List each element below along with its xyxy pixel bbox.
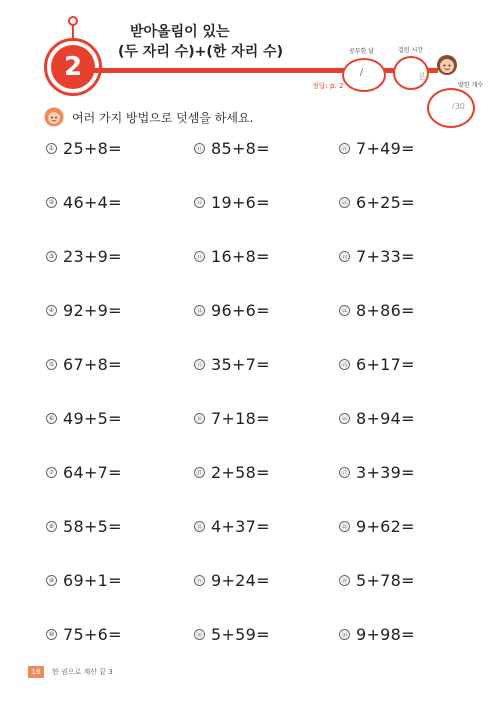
problem-number: ㉒ bbox=[339, 197, 350, 208]
problem-expression: 7+18= bbox=[211, 408, 270, 428]
title-line-2: (두 자리 수)+(한 자리 수) bbox=[118, 44, 284, 60]
problem-number: ⑤ bbox=[46, 359, 57, 370]
problem-item bbox=[194, 515, 270, 537]
problem-number: ⑧ bbox=[46, 521, 57, 532]
problem-number: ⑨ bbox=[46, 575, 57, 586]
problem-item bbox=[339, 623, 415, 645]
problem-number: ⑬ bbox=[194, 251, 205, 262]
problem-number: ⑩ bbox=[46, 629, 57, 640]
problem-expression: 23+9= bbox=[63, 246, 122, 266]
problem-number: ㉔ bbox=[339, 305, 350, 316]
problem-expression: 35+7= bbox=[211, 354, 270, 374]
problem-item bbox=[46, 569, 122, 591]
problem-number: ③ bbox=[46, 251, 57, 262]
problem-expression: 96+6= bbox=[211, 300, 270, 320]
problem-expression: 7+49= bbox=[356, 138, 415, 158]
problem-expression: 9+62= bbox=[356, 516, 415, 536]
problem-expression: 5+59= bbox=[211, 624, 270, 644]
problem-item bbox=[339, 245, 415, 267]
problem-number: ⑥ bbox=[46, 413, 57, 424]
problem-item bbox=[194, 623, 270, 645]
problem-expression: 2+58= bbox=[211, 462, 270, 482]
page-number: 16 bbox=[28, 666, 44, 678]
date-value: / bbox=[360, 68, 364, 78]
problem-item bbox=[46, 245, 122, 267]
problem-item bbox=[194, 299, 270, 321]
character-icon bbox=[44, 107, 64, 127]
problem-expression: 25+8= bbox=[63, 138, 122, 158]
problem-number: ㉑ bbox=[339, 143, 350, 154]
problem-expression: 3+39= bbox=[356, 462, 415, 482]
problem-expression: 8+94= bbox=[356, 408, 415, 428]
problem-expression: 8+86= bbox=[356, 300, 415, 320]
problem-expression: 69+1= bbox=[63, 570, 122, 590]
problem-number: ⑱ bbox=[194, 521, 205, 532]
problem-item bbox=[194, 461, 270, 483]
problem-expression: 6+17= bbox=[356, 354, 415, 374]
problem-item bbox=[46, 299, 122, 321]
problem-item bbox=[194, 353, 270, 375]
problem-number: ㉚ bbox=[339, 629, 350, 640]
problem-number: ⑯ bbox=[194, 413, 205, 424]
problem-item bbox=[46, 353, 122, 375]
problem-number: ⑫ bbox=[194, 197, 205, 208]
problem-expression: 46+4= bbox=[63, 192, 122, 212]
lesson-badge bbox=[44, 38, 102, 96]
problem-expression: 9+98= bbox=[356, 624, 415, 644]
character-icon bbox=[436, 54, 458, 76]
problem-expression: 9+24= bbox=[211, 570, 270, 590]
time-value: 분 bbox=[418, 72, 426, 81]
problem-number: ㉕ bbox=[339, 359, 350, 370]
problem-expression: 92+9= bbox=[63, 300, 122, 320]
instruction-text: 여러 가지 방법으로 덧셈을 하세요. bbox=[72, 111, 254, 125]
problem-number: ㉙ bbox=[339, 575, 350, 586]
book-title: 한 권으로 계산 끝 3 bbox=[52, 668, 113, 676]
problem-item bbox=[339, 407, 415, 429]
problem-number: ㉗ bbox=[339, 467, 350, 478]
problem-expression: 5+78= bbox=[356, 570, 415, 590]
title-line-1: 받아올림이 있는 bbox=[130, 24, 230, 40]
problem-number: ⑭ bbox=[194, 305, 205, 316]
problem-number: ⑳ bbox=[194, 629, 205, 640]
date-label: 공부한 날 bbox=[349, 48, 375, 55]
answer-reference: 정답: p. 2 bbox=[312, 82, 344, 90]
problem-number: ② bbox=[46, 197, 57, 208]
problem-item bbox=[339, 299, 415, 321]
score-field[interactable] bbox=[427, 88, 475, 128]
problem-expression: 19+6= bbox=[211, 192, 270, 212]
time-label: 걸린 시간 bbox=[398, 47, 424, 54]
problem-item bbox=[46, 137, 122, 159]
problem-item bbox=[194, 407, 270, 429]
problem-item bbox=[339, 191, 415, 213]
score-label: 맞힌 개수 bbox=[458, 82, 484, 89]
problem-number: ⑪ bbox=[194, 143, 205, 154]
problem-expression: 75+6= bbox=[63, 624, 122, 644]
date-field[interactable] bbox=[342, 58, 386, 92]
problem-item bbox=[194, 245, 270, 267]
problem-number: ⑦ bbox=[46, 467, 57, 478]
problem-number: ⑰ bbox=[194, 467, 205, 478]
problem-number: ㉘ bbox=[339, 521, 350, 532]
problem-item bbox=[194, 137, 270, 159]
problem-item bbox=[339, 569, 415, 591]
problem-item bbox=[194, 191, 270, 213]
problem-expression: 64+7= bbox=[63, 462, 122, 482]
lesson-number: 2 bbox=[51, 45, 95, 89]
problem-expression: 58+5= bbox=[63, 516, 122, 536]
problem-item bbox=[339, 137, 415, 159]
problem-number: ㉖ bbox=[339, 413, 350, 424]
problem-expression: 85+8= bbox=[211, 138, 270, 158]
score-value: /30 bbox=[452, 102, 465, 111]
problem-item bbox=[194, 569, 270, 591]
problem-item bbox=[46, 407, 122, 429]
problem-expression: 49+5= bbox=[63, 408, 122, 428]
badge-stem bbox=[72, 24, 74, 38]
problem-expression: 16+8= bbox=[211, 246, 270, 266]
problem-item bbox=[339, 461, 415, 483]
problem-number: ㉓ bbox=[339, 251, 350, 262]
problem-expression: 4+37= bbox=[211, 516, 270, 536]
problem-expression: 7+33= bbox=[356, 246, 415, 266]
problem-item bbox=[339, 353, 415, 375]
problem-expression: 67+8= bbox=[63, 354, 122, 374]
problem-number: ⑲ bbox=[194, 575, 205, 586]
problem-number: ④ bbox=[46, 305, 57, 316]
problem-item bbox=[46, 461, 122, 483]
problem-number: ① bbox=[46, 143, 57, 154]
problem-item bbox=[339, 515, 415, 537]
problem-item bbox=[46, 191, 122, 213]
problem-item bbox=[46, 623, 122, 645]
problem-expression: 6+25= bbox=[356, 192, 415, 212]
problem-item bbox=[46, 515, 122, 537]
problem-number: ⑮ bbox=[194, 359, 205, 370]
